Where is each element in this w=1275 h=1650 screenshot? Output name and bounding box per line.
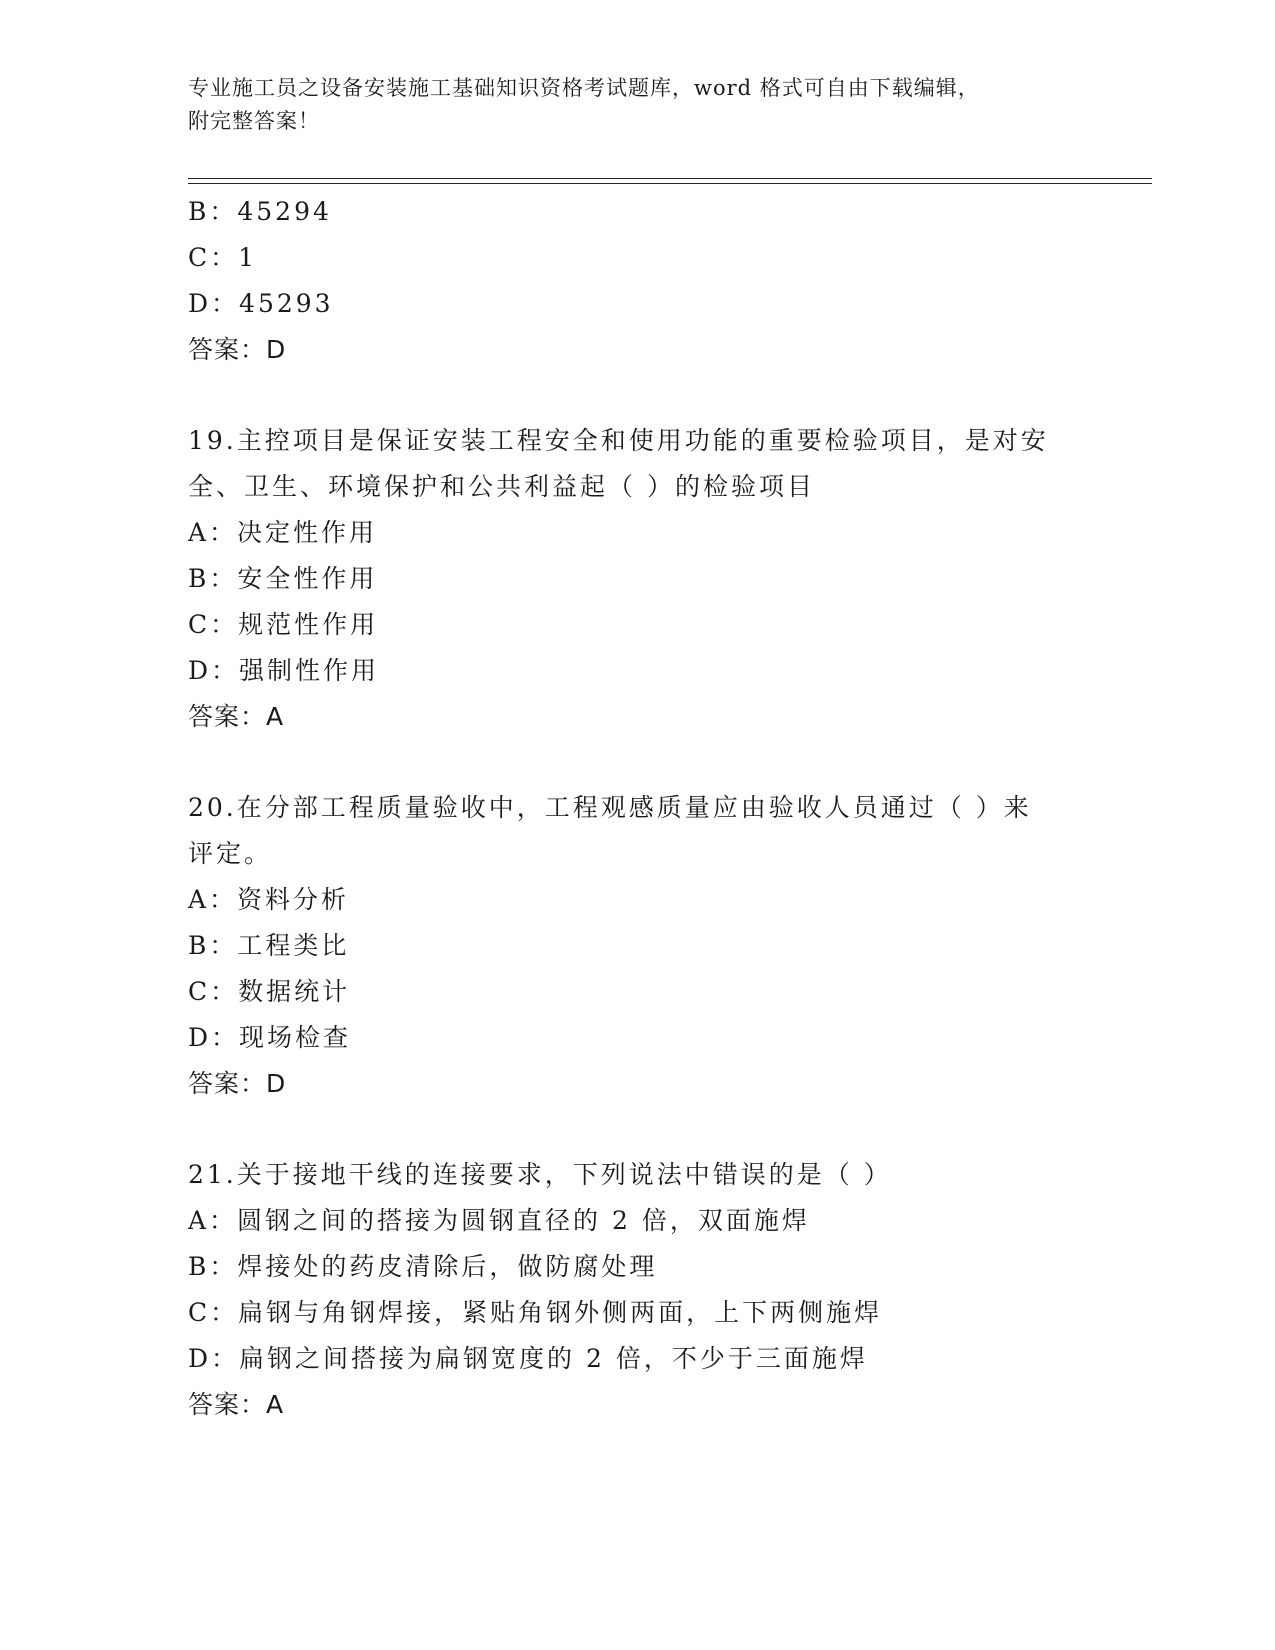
question-21 — [188, 1152, 1088, 1428]
header-rule-top — [188, 178, 1152, 179]
header-line-2: 附完整答案！ — [188, 109, 320, 133]
option-d: D：扁钢之间搭接为扁钢宽度的 2 倍，不少于三面施焊 — [188, 1344, 868, 1373]
option-d: D：现场检查 — [188, 1023, 352, 1052]
question-stem-line: 19.主控项目是保证安装工程安全和使用功能的重要检验项目，是对安 — [188, 426, 1049, 455]
question-stem-line: 20.在分部工程质量验收中，工程观感质量应由验收人员通过（ ）来 — [188, 793, 1032, 822]
header-line-1: 专业施工员之设备安装施工基础知识资格考试题库，word 格式可自由下载编辑， — [188, 76, 980, 100]
question-stem-line: 全、卫生、环境保护和公共利益起（ ）的检验项目 — [188, 472, 815, 501]
option-d: D：强制性作用 — [188, 656, 380, 685]
option-a: A：圆钢之间的搭接为圆钢直径的 2 倍，双面施焊 — [188, 1206, 810, 1235]
option-b: B：焊接处的药皮清除后，做防腐处理 — [188, 1252, 658, 1281]
answer-line: 答案：A — [188, 1390, 285, 1419]
answer-line: 答案：D — [188, 1069, 287, 1098]
option-c: C：数据统计 — [188, 977, 351, 1006]
question-stem-line: 21.关于接地干线的连接要求，下列说法中错误的是（ ） — [188, 1160, 892, 1189]
question-list — [188, 189, 1088, 1428]
spacer — [188, 1107, 1088, 1152]
answer-line: 答案：D — [188, 335, 287, 364]
option-b: B：工程类比 — [188, 931, 350, 960]
question-19 — [188, 418, 1088, 740]
option-a: A：决定性作用 — [188, 518, 378, 547]
spacer — [188, 740, 1088, 785]
option-c: C：扁钢与角钢焊接，紧贴角钢外侧两面，上下两侧施焊 — [188, 1298, 883, 1327]
option-c: C：规范性作用 — [188, 610, 379, 639]
spacer — [188, 373, 1088, 418]
option-b: B：安全性作用 — [188, 564, 378, 593]
answer-line: 答案：A — [188, 702, 285, 731]
option-d: D：45293 — [188, 289, 334, 318]
header-rule-bottom — [188, 183, 1152, 184]
option-c: C：1 — [188, 243, 258, 272]
option-a: A：资料分析 — [188, 885, 350, 914]
option-b: B：45294 — [188, 197, 332, 226]
document-header — [188, 72, 1088, 138]
question-stem-line: 评定。 — [188, 839, 273, 868]
prev-question-block — [188, 189, 1088, 373]
question-20 — [188, 785, 1088, 1107]
